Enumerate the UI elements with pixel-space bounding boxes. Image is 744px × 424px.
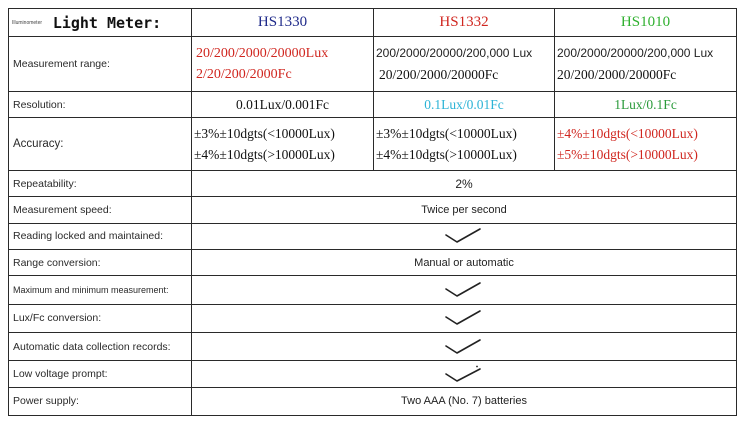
- row-range-conversion: [9, 249, 737, 275]
- label-auto-records: Automatic data collection records:: [9, 332, 192, 360]
- accuracy-hs1330-high: ±4%±10dgts(>10000Lux): [194, 147, 335, 163]
- checkmark-icon: [444, 365, 484, 383]
- max-min-value: [192, 276, 737, 304]
- range-hs1010-lux: 200/2000/20000/200,000 Lux: [557, 46, 714, 61]
- accuracy-hs1010-low: ±4%±10dgts(<10000Lux): [557, 126, 698, 142]
- accuracy-hs1332-low: ±3%±10dgts(<10000Lux): [376, 126, 517, 142]
- label-repeatability: Repeatability:: [9, 170, 192, 196]
- label-accuracy: Accuracy:: [9, 118, 192, 171]
- accuracy-hs1010-high: ±5%±10dgts(>10000Lux): [557, 147, 698, 163]
- range-hs1330-fc: 2/20/200/2000Fc: [196, 67, 292, 83]
- label-power-supply: Power supply:: [9, 387, 192, 415]
- label-measurement-range: Measurement range:: [9, 37, 192, 92]
- model-hs1332: HS1332: [374, 9, 555, 37]
- checkmark-icon: [444, 309, 484, 327]
- row-measurement-speed: [9, 197, 737, 223]
- label-low-voltage: Low voltage prompt:: [9, 361, 192, 387]
- illuminometer-small-label: Illuminometer: [12, 20, 43, 26]
- range-hs1330: [192, 37, 374, 92]
- resolution-hs1332: 0.1Lux/0.01Fc: [374, 92, 555, 118]
- range-conversion-value: Manual or automatic: [192, 249, 737, 275]
- header-row: [9, 9, 737, 37]
- spec-table: [8, 8, 737, 416]
- row-repeatability: [9, 170, 737, 196]
- checkmark-icon: [444, 281, 484, 299]
- label-range-conversion: Range conversion:: [9, 249, 192, 275]
- range-hs1332: [374, 37, 555, 92]
- row-reading-locked: [9, 223, 737, 249]
- label-resolution: Resolution:: [9, 92, 192, 118]
- power-supply-value: Two AAA (No. 7) batteries: [192, 387, 737, 415]
- range-hs1332-lux: 200/2000/20000/200,000 Lux: [376, 46, 533, 61]
- header-title-cell: [9, 9, 192, 37]
- lux-fc-value: [192, 304, 737, 332]
- range-hs1010-fc: 20/200/2000/20000Fc: [557, 67, 677, 83]
- range-hs1332-fc: 20/200/2000/20000Fc: [379, 67, 499, 83]
- accuracy-hs1332-high: ±4%±10dgts(>10000Lux): [376, 147, 517, 163]
- row-accuracy: [9, 118, 737, 171]
- accuracy-hs1332: [374, 118, 555, 171]
- low-voltage-value: [192, 361, 737, 387]
- accuracy-hs1330-low: ±3%±10dgts(<10000Lux): [194, 126, 335, 142]
- model-hs1330: HS1330: [192, 9, 374, 37]
- range-hs1010: [555, 37, 737, 92]
- measurement-speed-value: Twice per second: [192, 197, 737, 223]
- row-measurement-range: [9, 37, 737, 92]
- row-power-supply: [9, 387, 737, 415]
- checkmark-icon: [444, 338, 484, 356]
- checkmark-icon: [444, 227, 484, 245]
- repeatability-value: 2%: [192, 170, 737, 196]
- label-reading-locked: Reading locked and maintained:: [9, 223, 192, 249]
- row-lux-fc: [9, 304, 737, 332]
- reading-locked-value: [192, 223, 737, 249]
- label-max-min: Maximum and minimum measurement:: [9, 276, 192, 304]
- row-max-min: [9, 276, 737, 304]
- label-lux-fc: Lux/Fc conversion:: [9, 304, 192, 332]
- model-hs1010: HS1010: [555, 9, 737, 37]
- row-resolution: [9, 92, 737, 118]
- resolution-hs1330: 0.01Lux/0.001Fc: [192, 92, 374, 118]
- accuracy-hs1010: [555, 118, 737, 171]
- row-auto-records: [9, 332, 737, 360]
- range-hs1330-lux: 20/200/2000/20000Lux: [196, 46, 329, 62]
- row-low-voltage: [9, 361, 737, 387]
- light-meter-title: Light Meter:: [52, 13, 162, 32]
- resolution-hs1010: 1Lux/0.1Fc: [555, 92, 737, 118]
- accuracy-hs1330: [192, 118, 374, 171]
- auto-records-value: [192, 332, 737, 360]
- label-measurement-speed: Measurement speed:: [9, 197, 192, 223]
